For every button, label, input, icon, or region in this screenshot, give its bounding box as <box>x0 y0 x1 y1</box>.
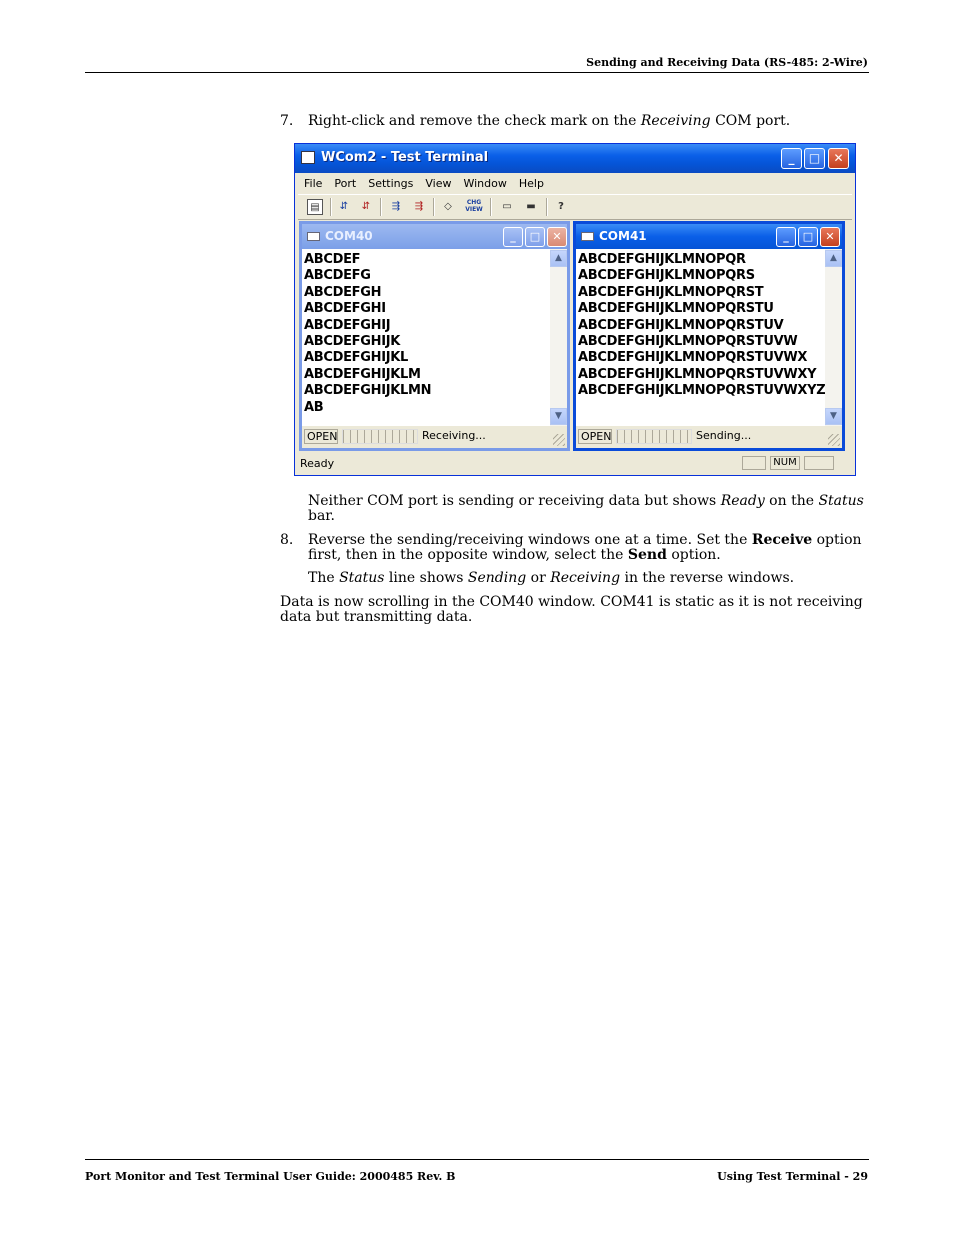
terminal-line: ABCDEFGHIJKLMNOPQRSTUVWX <box>578 350 808 366</box>
chg-view-icon[interactable]: CHG VIEW <box>465 199 483 213</box>
terminal-line: ABCDEF <box>304 252 361 267</box>
menu-help[interactable]: Help <box>518 177 544 190</box>
status-ready: Ready <box>300 457 335 470</box>
com40-minimize-button[interactable]: _ <box>503 227 523 247</box>
com41-window-icon <box>581 232 594 241</box>
terminal-line: ABCDEFGHIJKLMNOPQR <box>578 252 746 267</box>
clear-icon[interactable]: ◇ <box>444 201 452 212</box>
footer-left: Port Monitor and Test Terminal User Guide: 2000485 Rev. B <box>85 1170 456 1183</box>
com41-state: Sending... <box>696 429 752 442</box>
terminal-line: ABCDEFGHIJKLMNOPQRST <box>578 284 764 300</box>
help-icon[interactable]: ? <box>558 201 564 212</box>
scroll-up-icon[interactable]: ▲ <box>550 250 567 267</box>
status-num: NUM <box>770 456 800 470</box>
step-8-number: 8. <box>280 532 294 548</box>
terminal-line: ABCDEFGHIJKLMNOPQRSTUV <box>578 317 784 333</box>
com40-window[interactable] <box>299 221 570 451</box>
toolbar <box>298 194 852 220</box>
com40-window-icon <box>307 232 320 241</box>
minimize-button[interactable]: _ <box>781 148 802 169</box>
com41-maximize-button[interactable]: □ <box>798 227 818 247</box>
note-7-line2: bar. <box>308 508 335 524</box>
step-8-line1: Reverse the sending/receiving windows one at a time. Set the Receive option <box>308 532 862 548</box>
terminal-line: ABCDEFGHIJKLMNOPQRSTUVW <box>578 334 798 350</box>
terminal-line: ABCDEFGHI <box>304 301 386 317</box>
terminal-line: ABCDEFGHIJKLMNOPQRS <box>578 268 755 284</box>
main-status-bar <box>298 454 852 473</box>
status-pane <box>742 456 766 470</box>
disconnect-icon[interactable]: ⇵ <box>361 201 371 212</box>
com40-open-indicator: OPEN <box>304 429 338 444</box>
terminal-line: ABCDEFG <box>304 268 371 284</box>
summary-line1: Data is now scrolling in the COM40 window. COM41 is static as it is not receiving <box>280 594 863 610</box>
com40-title: COM40 <box>325 229 373 243</box>
new-file-icon[interactable]: ▤ <box>307 199 323 215</box>
com40-title-bar <box>302 224 567 249</box>
terminal-line: ABCDEFGHIJKLMNOPQRSTUVWXYZ <box>578 383 826 399</box>
com41-window[interactable] <box>573 221 845 451</box>
com40-terminal-text <box>304 252 431 416</box>
window-title: WCom2 - Test Terminal <box>321 150 489 165</box>
com40-scrollbar[interactable] <box>550 249 567 426</box>
menu-bar <box>298 174 852 194</box>
terminal-line: ABCDEFGHIJKLMN <box>304 383 432 399</box>
menu-port[interactable]: Port <box>334 177 357 190</box>
menu-file[interactable]: File <box>304 177 323 190</box>
com40-status-bar <box>302 426 567 448</box>
close-button[interactable]: ✕ <box>828 148 849 169</box>
toolbar-separator <box>433 198 435 216</box>
com41-title: COM41 <box>599 229 647 243</box>
note-7-line1: Neither COM port is sending or receiving data but shows Ready on the Status <box>308 493 864 509</box>
footer-right: Using Test Terminal - 29 <box>717 1170 868 1183</box>
connect-icon[interactable]: ⇵ <box>339 201 349 212</box>
com41-close-button[interactable]: ✕ <box>820 227 840 247</box>
footer-rule <box>85 1159 869 1160</box>
com40-close-button[interactable]: ✕ <box>547 227 567 247</box>
com40-state: Receiving... <box>422 429 486 442</box>
connect-all-icon[interactable]: ⇶ <box>391 201 401 212</box>
status-pane <box>804 456 834 470</box>
terminal-line: ABCDEFGHIJK <box>304 334 401 350</box>
wcom2-window-screenshot <box>294 143 856 476</box>
note-8: The Status line shows Sending or Receiving in the reverse windows. <box>308 570 795 586</box>
com41-signal-indicators <box>616 429 692 444</box>
resize-grip-icon[interactable] <box>828 434 840 446</box>
com41-open-indicator: OPEN <box>578 429 612 444</box>
com41-terminal-text <box>578 252 825 400</box>
menu-view[interactable]: View <box>425 177 452 190</box>
title-bar <box>295 144 855 173</box>
toolbar-separator <box>490 198 492 216</box>
terminal-line: ABCDEFGH <box>304 284 382 300</box>
header-rule <box>85 72 869 73</box>
menu-window[interactable]: Window <box>463 177 507 190</box>
maximize-button[interactable]: □ <box>804 148 825 169</box>
terminal-line: ABCDEFGHIJKL <box>304 350 409 366</box>
step-8-line2: first, then in the opposite window, select the Send option. <box>308 547 721 563</box>
terminal-line: ABCDEFGHIJKLM <box>304 366 421 382</box>
running-header: Sending and Receiving Data (RS-485: 2-Wire) <box>586 56 868 69</box>
com40-maximize-button[interactable]: □ <box>525 227 545 247</box>
step-7-number: 7. <box>280 113 294 129</box>
terminal-line: ABCDEFGHIJKLMNOPQRSTUVWXY <box>578 366 817 382</box>
com41-scrollbar[interactable] <box>825 249 842 426</box>
terminal-line: ABCDEFGHIJKLMNOPQRSTU <box>578 301 774 317</box>
terminal-line: ABCDEFGHIJ <box>304 317 391 333</box>
app-icon <box>301 151 315 164</box>
menu-settings[interactable]: Settings <box>368 177 414 190</box>
toolbar-separator <box>546 198 548 216</box>
step-7-text: Right-click and remove the check mark on the Receiving COM port. <box>308 113 791 129</box>
toolbar-separator <box>380 198 382 216</box>
scroll-down-icon[interactable]: ▼ <box>550 408 567 425</box>
scroll-down-icon[interactable]: ▼ <box>825 408 842 425</box>
terminal-line: AB <box>304 399 324 415</box>
com40-signal-indicators <box>342 429 418 444</box>
resize-grip-icon[interactable] <box>553 434 565 446</box>
com41-minimize-button[interactable]: _ <box>776 227 796 247</box>
disconnect-all-icon[interactable]: ⇶ <box>414 201 424 212</box>
com41-status-bar <box>576 426 842 448</box>
toolbar-separator <box>330 198 332 216</box>
scroll-up-icon[interactable]: ▲ <box>825 250 842 267</box>
port-status-icon[interactable]: ▭ <box>502 201 512 212</box>
line-icon[interactable]: ▬ <box>526 201 536 212</box>
summary-line2: data but transmitting data. <box>280 609 473 625</box>
com41-title-bar <box>576 224 842 249</box>
